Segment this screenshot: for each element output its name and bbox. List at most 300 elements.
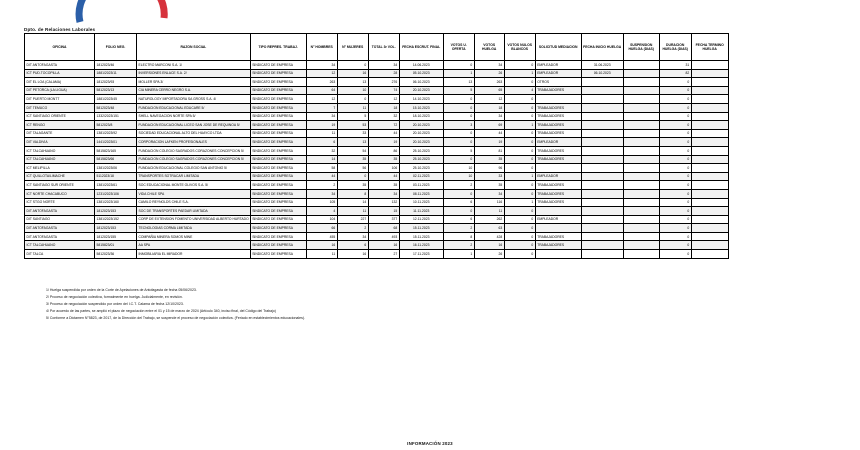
- table-cell: [581, 241, 623, 250]
- table-cell: SINDICATO DE EMPRESA: [250, 146, 306, 155]
- table-cell: 377: [368, 215, 399, 224]
- table-cell: 2: [443, 224, 474, 233]
- table-cell: [623, 224, 659, 233]
- table-cell: [535, 164, 581, 173]
- table-cell: [581, 181, 623, 190]
- table-cell: 16: [368, 241, 399, 250]
- table-cell: 14: [306, 155, 337, 164]
- table-cell: 0: [443, 189, 474, 198]
- table-cell: 20.10.2023: [399, 138, 443, 147]
- table-cell: EMPLEADOR: [535, 69, 581, 78]
- table-cell: 31: [659, 61, 691, 70]
- table-cell: 6: [443, 215, 474, 224]
- table-cell: [623, 146, 659, 155]
- table-cell: 276: [368, 78, 399, 87]
- table-cell: 10.11.2023: [399, 198, 443, 207]
- table-cell: SINDICATO DE EMPRESA: [250, 207, 306, 216]
- table-cell: 14.10.2023: [399, 95, 443, 104]
- table-cell: 14.06.2023: [399, 61, 443, 70]
- table-cell: 116: [474, 198, 504, 207]
- col-n-hombres: N° HOMBRES: [306, 34, 337, 61]
- table-cell: [581, 146, 623, 155]
- table-cell: 0: [504, 241, 535, 250]
- table-cell: 1812023/153: [95, 207, 137, 216]
- table-cell: ELECTRO MARCONI S.A. 1/: [137, 61, 251, 70]
- table-cell: SINDICATO DE EMPRESA: [250, 155, 306, 164]
- table-cell: 53: [337, 121, 368, 130]
- table-cell: [691, 181, 728, 190]
- negotiations-table-container: [24, 33, 729, 259]
- table-cell: [691, 121, 728, 130]
- table-cell: ICT SANTIAGO SUR ORIENTE: [25, 181, 95, 190]
- table-cell: [535, 250, 581, 259]
- table-cell: SINDICATO DE EMPRESA: [250, 232, 306, 241]
- table-cell: 35: [474, 155, 504, 164]
- table-cell: 0: [659, 129, 691, 138]
- table-cell: 227: [337, 215, 368, 224]
- table-cell: 18: [368, 103, 399, 112]
- page-footer: INFORMACIÓN 2023: [407, 441, 453, 446]
- table-cell: 65: [474, 86, 504, 95]
- table-cell: 0: [659, 103, 691, 112]
- col-fecha-escrut-final: FECHA ESCRUT. FINAL: [399, 34, 443, 61]
- table-cell: 44: [368, 172, 399, 181]
- table-cell: 20.10.2023: [399, 129, 443, 138]
- table-body: [25, 61, 729, 259]
- table-cell: EMPLEADOR: [535, 172, 581, 181]
- table-cell: SOC EDUCACIONAL MONTE OLIVOS S.A. 5/: [137, 181, 251, 190]
- table-cell: 5112023/18: [95, 172, 137, 181]
- table-cell: [691, 138, 728, 147]
- table-cell: 0: [659, 164, 691, 173]
- table-cell: 26: [474, 250, 504, 259]
- table-cell: 2: [337, 224, 368, 233]
- table-cell: 0: [337, 61, 368, 70]
- table-cell: [691, 146, 728, 155]
- table-cell: 0: [337, 95, 368, 104]
- footnote: 3/ Proceso de negociación suspendido por orden del I.C.T. Calama de fecha 12/10/2023.: [46, 301, 184, 306]
- table-cell: 0: [659, 198, 691, 207]
- table-cell: [581, 189, 623, 198]
- table-cell: SOCIEDAD EDUCACIONAL ALTO DEL HUAYCO LTDA: [137, 129, 251, 138]
- table-cell: [581, 215, 623, 224]
- col-folio-neg: FOLIO NEG.: [95, 34, 137, 61]
- table-cell: 18: [474, 103, 504, 112]
- negotiations-table: [24, 33, 729, 259]
- table-row: [25, 172, 729, 181]
- table-cell: [623, 112, 659, 121]
- table-row: [25, 103, 729, 112]
- table-cell: 5812023/36: [95, 250, 137, 259]
- table-cell: [691, 155, 728, 164]
- table-cell: 0: [443, 129, 474, 138]
- table-cell: 44: [368, 129, 399, 138]
- table-cell: 11: [306, 129, 337, 138]
- table-cell: [581, 86, 623, 95]
- table-cell: 96: [474, 164, 504, 173]
- table-cell: 6: [443, 198, 474, 207]
- table-cell: ICT MELIPILLA: [25, 164, 95, 173]
- table-cell: SINDICATO DE EMPRESA: [250, 241, 306, 250]
- table-cell: [623, 138, 659, 147]
- table-cell: [581, 95, 623, 104]
- table-cell: 1812023/93: [95, 78, 137, 87]
- table-cell: 11: [306, 250, 337, 259]
- table-cell: 7: [306, 103, 337, 112]
- table-cell: 106: [368, 164, 399, 173]
- table-cell: 6: [337, 241, 368, 250]
- table-cell: 263: [474, 78, 504, 87]
- table-cell: 0: [659, 146, 691, 155]
- table-cell: [581, 164, 623, 173]
- table-cell: SINDICATO DE EMPRESA: [250, 224, 306, 233]
- table-cell: INVERSIONES ENLACE S.A. 2/: [137, 69, 251, 78]
- table-cell: FUNDACION COLEGIO SAGRADOS CORAZONES CONCEPCION 5/: [137, 155, 251, 164]
- table-cell: 5815823/01: [95, 241, 137, 250]
- table-cell: 0: [659, 112, 691, 121]
- table-cell: 2: [443, 241, 474, 250]
- table-cell: [581, 198, 623, 207]
- table-cell: [691, 232, 728, 241]
- table-cell: 5: [443, 146, 474, 155]
- table-cell: 1381/2023/06: [95, 164, 137, 173]
- table-cell: CAMILO REYNOLDS CHILE S.A.: [137, 198, 251, 207]
- table-cell: 86: [368, 146, 399, 155]
- table-cell: CIA MINERA CERRO NEGRO S.A.: [137, 86, 251, 95]
- footnotes: [46, 287, 746, 322]
- table-cell: [623, 207, 659, 216]
- table-cell: [581, 250, 623, 259]
- table-cell: [581, 103, 623, 112]
- table-cell: COMPAÑIA MINERA SOMOS MINE: [137, 232, 251, 241]
- table-cell: [581, 138, 623, 147]
- table-cell: [691, 172, 728, 181]
- table-cell: 35: [474, 181, 504, 190]
- table-cell: [623, 241, 659, 250]
- table-cell: TRABAJADORES: [535, 129, 581, 138]
- table-cell: DIT ANTOFAGASTA: [25, 224, 95, 233]
- table-row: [25, 224, 729, 233]
- table-cell: [623, 129, 659, 138]
- table-cell: [623, 172, 659, 181]
- table-cell: [623, 198, 659, 207]
- table-cell: 66: [306, 224, 337, 233]
- table-cell: EMPLEADOR: [535, 215, 581, 224]
- table-cell: 34: [474, 189, 504, 198]
- table-row: [25, 129, 729, 138]
- table-cell: SINDICATO DE EMPRESA: [250, 69, 306, 78]
- table-cell: 54: [337, 146, 368, 155]
- col-fecha-termino-huelga: FECHA TERMINO HUELGA: [691, 34, 728, 61]
- table-cell: [581, 224, 623, 233]
- table-cell: [581, 129, 623, 138]
- table-row: [25, 155, 729, 164]
- table-cell: SINDICATO DE EMPRESA: [250, 61, 306, 70]
- table-cell: 11.11.2023: [399, 207, 443, 216]
- table-cell: 1381/2023/152: [95, 215, 137, 224]
- table-cell: 0: [504, 112, 535, 121]
- table-cell: SINDICATO DE EMPRESA: [250, 172, 306, 181]
- table-cell: 0: [504, 207, 535, 216]
- table-cell: 1441/2023/01: [95, 138, 137, 147]
- table-cell: 1: [443, 69, 474, 78]
- table-cell: 14: [337, 198, 368, 207]
- table-cell: 0: [443, 95, 474, 104]
- table-cell: [691, 164, 728, 173]
- table-cell: 0: [659, 138, 691, 147]
- table-cell: 5812023/8: [95, 121, 137, 130]
- table-cell: 12: [306, 69, 337, 78]
- table-cell: 06.10.2023: [581, 69, 623, 78]
- table-cell: TRABAJADORES: [535, 112, 581, 121]
- table-cell: 16: [337, 250, 368, 259]
- table-cell: 44: [306, 172, 337, 181]
- col-oficina: OFICINA: [25, 34, 95, 61]
- table-cell: TRABAJADORES: [535, 189, 581, 198]
- table-cell: 0: [659, 172, 691, 181]
- table-cell: 0: [504, 61, 535, 70]
- col-total-vol: TOTAL 3r VOL.: [368, 34, 399, 61]
- col-duracion-huelga-dias: DURACION HUELGA (DIAS): [659, 34, 691, 61]
- table-cell: ICT QUILLOTA/LIMACHE: [25, 172, 95, 181]
- table-cell: [623, 189, 659, 198]
- table-cell: 34: [306, 189, 337, 198]
- col-solicitud-mediacion: SOLICITUD MEDIACION: [535, 34, 581, 61]
- dt-logo: [68, 0, 188, 26]
- table-cell: 0: [443, 61, 474, 70]
- table-cell: 16: [306, 241, 337, 250]
- table-cell: [581, 121, 623, 130]
- table-cell: SINDICATO DE EMPRESA: [250, 198, 306, 207]
- col-votos-u-oferta: VOTOS U. OFERTA: [443, 34, 474, 61]
- footnote: 5/ Conforme a Dictamen N°5823, de 2017, de la Dirección del Trabajo, se suspende el proceso de negociación colectiva. (Feriado en establecimientos educacionales).: [46, 315, 305, 320]
- table-cell: 16: [337, 69, 368, 78]
- table-cell: MOLLER SPA 3/: [137, 78, 251, 87]
- table-cell: 1: [504, 121, 535, 130]
- table-cell: 0: [504, 164, 535, 173]
- table-cell: ICT TALCAHUANO: [25, 155, 95, 164]
- table-row: [25, 207, 729, 216]
- table-cell: [691, 250, 728, 259]
- table-row: [25, 69, 729, 78]
- table-cell: SINDICATO DE EMPRESA: [250, 103, 306, 112]
- table-cell: [691, 69, 728, 78]
- table-cell: DIT PUERTO MONTT: [25, 95, 95, 104]
- table-cell: [581, 112, 623, 121]
- table-cell: 1381/2023/160: [95, 198, 137, 207]
- table-cell: 0: [504, 232, 535, 241]
- table-cell: [581, 232, 623, 241]
- table-row: [25, 181, 729, 190]
- table-cell: 5: [337, 112, 368, 121]
- table-cell: 82: [659, 69, 691, 78]
- table-cell: SINDICATO DE EMPRESA: [250, 95, 306, 104]
- table-cell: [623, 250, 659, 259]
- table-cell: 05.10.2023: [399, 69, 443, 78]
- table-cell: 16.11.2023: [399, 241, 443, 250]
- table-cell: [623, 215, 659, 224]
- table-cell: FUNDACION EDUCACIONAL EDUCARE 5/: [137, 103, 251, 112]
- table-cell: 1812023/153: [95, 224, 137, 233]
- table-cell: 06.10.2023: [399, 78, 443, 87]
- table-cell: [623, 121, 659, 130]
- table-cell: 0: [443, 138, 474, 147]
- table-cell: [691, 112, 728, 121]
- table-cell: [691, 224, 728, 233]
- table-cell: SINDICATO DE EMPRESA: [250, 121, 306, 130]
- table-cell: [623, 78, 659, 87]
- table-cell: [623, 86, 659, 95]
- table-cell: INMOBILIARIA EL MIRADOR: [137, 250, 251, 259]
- table-cell: 2: [306, 181, 337, 190]
- table-cell: 0: [504, 146, 535, 155]
- table-cell: [623, 164, 659, 173]
- table-cell: 0: [659, 86, 691, 95]
- table-cell: 34: [306, 112, 337, 121]
- table-cell: EMPLEADOR: [535, 61, 581, 70]
- table-cell: 25.10.2023: [399, 164, 443, 173]
- table-cell: 0: [504, 215, 535, 224]
- table-cell: [581, 172, 623, 181]
- table-cell: 32: [306, 146, 337, 155]
- table-cell: 493: [368, 232, 399, 241]
- table-cell: DIT EL LOA (CALAMA): [25, 78, 95, 87]
- table-cell: TRABAJADORES: [535, 86, 581, 95]
- table-cell: 1812023/46: [95, 61, 137, 70]
- table-cell: 19: [368, 138, 399, 147]
- table-cell: 1881/2023/45: [95, 95, 137, 104]
- table-cell: [691, 78, 728, 87]
- table-cell: 34: [306, 61, 337, 70]
- table-cell: 15.11.2023: [399, 224, 443, 233]
- table-cell: 27: [368, 250, 399, 259]
- table-cell: 35: [368, 155, 399, 164]
- table-cell: 35: [337, 181, 368, 190]
- table-cell: 13: [337, 78, 368, 87]
- logo-arc-icon: [68, 0, 188, 26]
- table-cell: [581, 207, 623, 216]
- table-cell: ICT TALCAHUANO: [25, 146, 95, 155]
- table-cell: 1: [504, 198, 535, 207]
- table-cell: [691, 189, 728, 198]
- table-cell: 428: [474, 232, 504, 241]
- table-cell: 33: [337, 129, 368, 138]
- table-cell: SINDICATO DE EMPRESA: [250, 78, 306, 87]
- table-row: [25, 164, 729, 173]
- table-cell: SINDICATO DE EMPRESA: [250, 250, 306, 259]
- table-cell: 11: [474, 207, 504, 216]
- table-cell: SINDICATO DE EMPRESA: [250, 112, 306, 121]
- table-cell: CORP DE EXTENSION FOMENTO UNIVERSIDAD ALBERTO HURTADO: [137, 215, 251, 224]
- table-cell: [581, 155, 623, 164]
- table-cell: 0: [659, 232, 691, 241]
- table-cell: 44: [474, 129, 504, 138]
- table-cell: 262: [474, 215, 504, 224]
- table-cell: 105: [306, 198, 337, 207]
- table-cell: 132: [368, 198, 399, 207]
- table-cell: 19: [474, 138, 504, 147]
- table-cell: 5812023/48: [95, 103, 137, 112]
- table-row: [25, 95, 729, 104]
- table-cell: 68: [368, 224, 399, 233]
- table-cell: 34: [474, 112, 504, 121]
- table-cell: TRABAJADORES: [535, 241, 581, 250]
- table-cell: 5815823/66: [95, 155, 137, 164]
- table-cell: 33: [474, 172, 504, 181]
- table-cell: [691, 241, 728, 250]
- table-cell: 58: [306, 164, 337, 173]
- table-row: [25, 146, 729, 155]
- table-row: [25, 198, 729, 207]
- table-cell: 1: [443, 250, 474, 259]
- table-cell: SINDICATO DE EMPRESA: [250, 215, 306, 224]
- table-cell: TECNOLOGIAS CORMA LIMITADA: [137, 224, 251, 233]
- table-cell: [623, 232, 659, 241]
- table-cell: 3: [443, 121, 474, 130]
- table-cell: 03.11.2023: [399, 181, 443, 190]
- table-cell: 0: [504, 95, 535, 104]
- table-cell: ICT PUD.TOCOPILLA: [25, 69, 95, 78]
- table-cell: 0: [504, 129, 535, 138]
- table-cell: 13: [443, 78, 474, 87]
- table-cell: 34: [474, 61, 504, 70]
- table-cell: SINDICATO DE EMPRESA: [250, 129, 306, 138]
- table-cell: 0: [659, 224, 691, 233]
- table-cell: 15.11.2023: [399, 232, 443, 241]
- table-cell: 74: [368, 86, 399, 95]
- table-cell: 17.11.2023: [399, 250, 443, 259]
- table-cell: [535, 207, 581, 216]
- table-cell: SINDICATO DE EMPRESA: [250, 86, 306, 95]
- table-cell: 1231/2023/106: [95, 189, 137, 198]
- table-cell: ICT SANTIAGO ORIENTE: [25, 112, 95, 121]
- table-cell: [581, 78, 623, 87]
- table-cell: 0: [659, 78, 691, 87]
- table-cell: 0: [659, 215, 691, 224]
- table-cell: 0: [443, 207, 474, 216]
- table-cell: DIT ANTOFAGASTA: [25, 232, 95, 241]
- department-label: Dpto. de Relaciones Laborales: [24, 27, 96, 32]
- table-cell: SINDICATO DE EMPRESA: [250, 181, 306, 190]
- table-cell: 4: [504, 86, 535, 95]
- table-cell: 0: [659, 250, 691, 259]
- table-cell: ICT RENGO: [25, 121, 95, 130]
- table-cell: 0: [443, 155, 474, 164]
- table-cell: 0: [443, 112, 474, 121]
- table-header-row: [25, 34, 729, 61]
- table-row: [25, 215, 729, 224]
- table-cell: 69: [474, 121, 504, 130]
- table-row: [25, 112, 729, 121]
- table-cell: 455: [306, 232, 337, 241]
- table-cell: [691, 215, 728, 224]
- col-votos-huelga: VOTOS HUELGA: [474, 34, 504, 61]
- table-row: [25, 78, 729, 87]
- table-cell: 63: [474, 224, 504, 233]
- col-razon-social: RAZON SOCIAL: [137, 34, 251, 61]
- footnote: 1/ Huelga suspendida por orden de la Corte de Apelaciones de Antofagasta de fecha 05/06/2023.: [46, 288, 197, 292]
- table-cell: 20.10.2023: [399, 86, 443, 95]
- table-cell: [623, 103, 659, 112]
- table-cell: [623, 181, 659, 190]
- col-tipo-repres-trabaj: TIPO REPRES. TRABAJ.: [250, 34, 306, 61]
- table-cell: 8: [337, 189, 368, 198]
- table-cell: 1: [504, 172, 535, 181]
- table-cell: 1812023/155: [95, 232, 137, 241]
- table-cell: 263: [306, 78, 337, 87]
- table-cell: 1881/2023/11: [95, 69, 137, 78]
- table-cell: TRABAJADORES: [535, 121, 581, 130]
